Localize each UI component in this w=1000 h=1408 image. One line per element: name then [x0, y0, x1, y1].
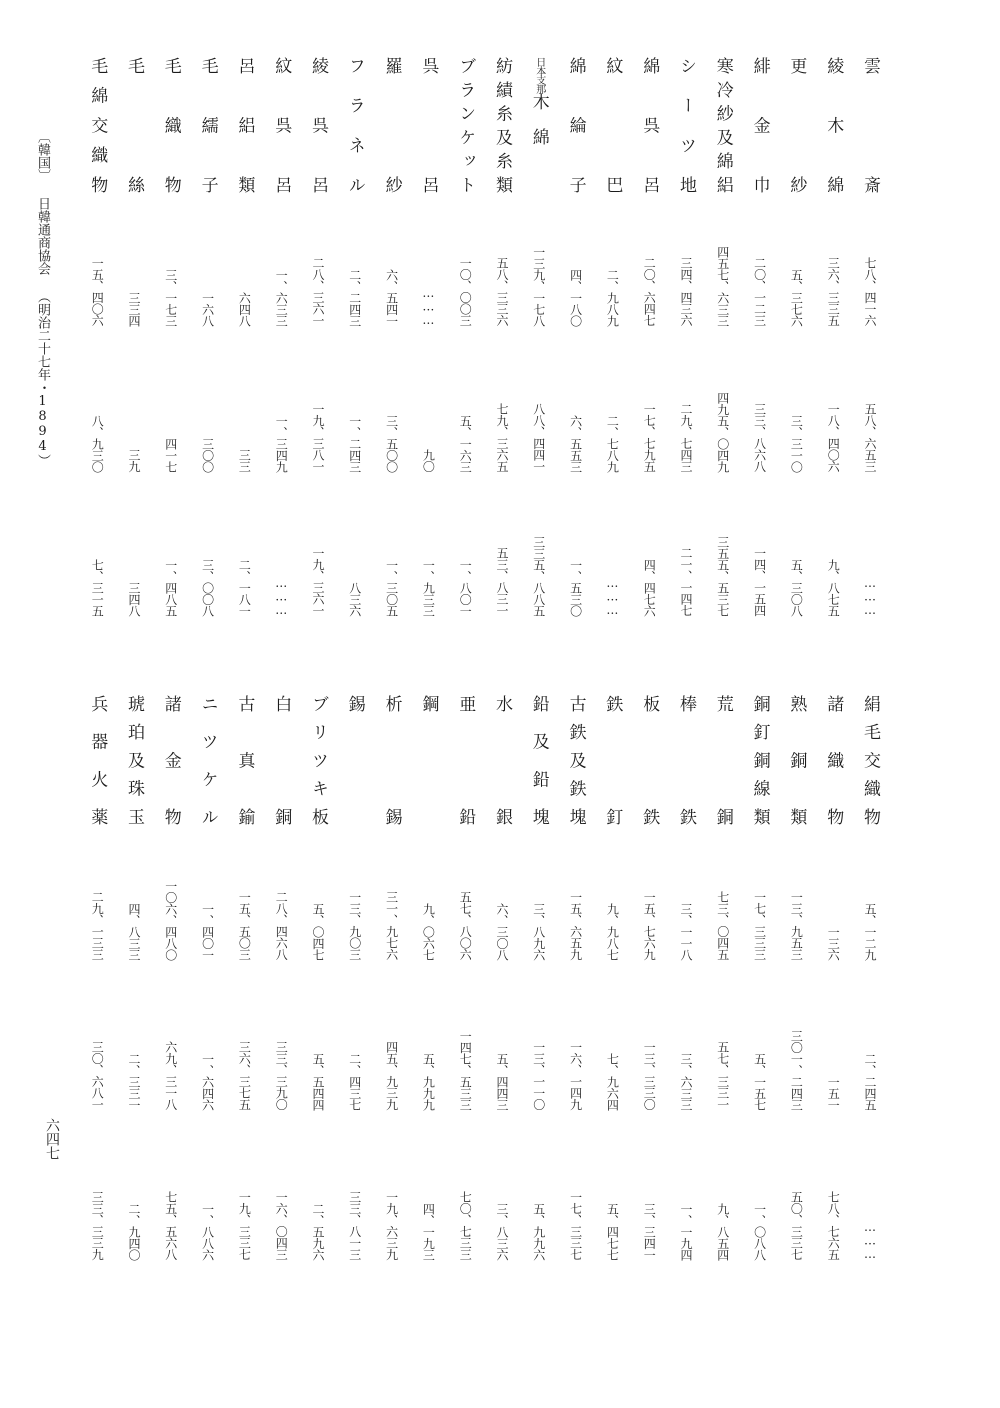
value-cell-2: 三九 [127, 449, 141, 472]
value-cell-2: 五、一六三 [458, 414, 473, 472]
value-cell-1: 一〇六、四八〇 [163, 879, 178, 960]
value-cell-1: 七三、〇四五 [715, 891, 730, 960]
item-name: 更紗 [786, 57, 807, 193]
value-cell-2: 二、二四五 [863, 1052, 877, 1110]
value-cell-1: 二〇、一二三 [752, 257, 767, 326]
item-name: 紋巴 [602, 57, 623, 193]
value-cell-1: 三三四 [127, 291, 141, 326]
value-cell-2: 八、九三〇 [90, 414, 105, 472]
value-cell-2: 七九、三六五 [495, 403, 509, 472]
value-cell-2: 一五一 [826, 1075, 841, 1110]
item-name: 熟銅類 [786, 695, 807, 825]
value-cell-2: 五、一五七 [752, 1052, 767, 1110]
value-cell-1: 三、一一八 [679, 902, 693, 960]
value-cell-1: 三六、三三五 [826, 257, 841, 326]
value-cell-2: 三、五〇〇 [384, 414, 399, 472]
value-cell-1: 一、六三三 [274, 268, 289, 326]
value-cell-1: 二、二四三 [347, 268, 362, 326]
value-cell-2: 三三、三九〇 [274, 1041, 289, 1110]
item-name: 古鉄及鉄塊 [565, 695, 586, 825]
value-cell-3: 一、〇八八 [752, 1202, 767, 1260]
item-name: ブランケット [455, 57, 476, 193]
value-cell-1: 一五、六五九 [568, 891, 583, 960]
page-number: 六四七 [44, 1118, 60, 1160]
value-cell-1: 五七、八〇六 [458, 891, 473, 960]
value-cell-2: 六、五五三 [568, 414, 583, 472]
value-cell-3: 一、五三〇 [568, 558, 583, 616]
value-cell-1: 三四、四三六 [679, 257, 693, 326]
item-name: フラネル [344, 57, 365, 193]
value-cell-2: 一、三四九 [274, 414, 289, 472]
item-name: 析錫 [381, 695, 402, 825]
value-cell-2: 三、三一〇 [789, 414, 804, 472]
item-name: 毛絲 [124, 57, 144, 193]
value-cell-1: 四五七、六三三 [715, 245, 730, 326]
value-cell-1: 三、一七三 [163, 268, 178, 326]
value-cell-1: 四、八三三 [127, 902, 141, 960]
value-cell-1: 一〇、〇〇三 [458, 257, 473, 326]
value-cell-2: 三〇、六八一 [90, 1041, 105, 1110]
item-name: ニツケル [197, 695, 218, 825]
item-name: 諸金物 [160, 695, 181, 825]
value-cell-1: 三一、九七六 [384, 891, 399, 960]
item-name: 紡績糸及糸類 [492, 57, 512, 193]
value-cell-2: 四五、九三九 [384, 1041, 399, 1110]
item-name: 琥珀及珠玉 [124, 695, 144, 825]
value-cell-2: 一八、四〇六 [826, 403, 841, 472]
item-name: 綿綸子 [565, 57, 586, 193]
value-cell-3: 一四、一五四 [752, 547, 767, 616]
value-cell-2: 一六、一四九 [568, 1041, 583, 1110]
value-cell-1: 二〇、六四七 [642, 257, 657, 326]
value-cell-3: 五三、八三一 [495, 547, 509, 616]
item-name: 諸織物 [823, 695, 844, 825]
item-name: 棒鉄 [676, 695, 696, 825]
item-name: 荒銅 [712, 695, 733, 825]
value-cell-3: 九、八五四 [715, 1202, 730, 1260]
value-cell-1: 一、四〇一 [200, 902, 215, 960]
value-cell-2: 三六、三七五 [237, 1041, 252, 1110]
value-cell-1: 九、九八七 [605, 902, 620, 960]
item-name: 水銀 [492, 695, 512, 825]
value-cell-3: 二、一八一 [237, 558, 252, 616]
value-cell-1: 一三九、一七八 [531, 245, 546, 326]
value-cell-2: 二、四三七 [347, 1052, 362, 1110]
value-cell-2: 三〇〇 [200, 437, 215, 472]
value-cell-1: ……… [421, 285, 436, 326]
item-name: 綾呉呂 [308, 57, 328, 193]
item-name: シーツ地 [676, 57, 696, 193]
value-cell-2: 二九、七四三 [679, 403, 693, 472]
value-cell-3: 一、一九四 [679, 1202, 693, 1260]
value-cell-1: 二、九八九 [605, 268, 620, 326]
value-cell-2: 四九五、〇四九 [715, 391, 730, 472]
value-cell-1: 五八、三三六 [495, 257, 509, 326]
item-name: 綾木綿 [823, 57, 844, 193]
value-cell-3: 五〇、三三七 [789, 1191, 804, 1260]
value-cell-3: 七八、七六五 [826, 1191, 841, 1260]
value-cell-3: 八三六 [347, 581, 362, 616]
value-cell-2: 三三 [237, 449, 252, 472]
value-cell-2: 一九、三八一 [311, 403, 325, 472]
value-cell-2: 一三、三三〇 [642, 1041, 657, 1110]
value-cell-1: 一三、九五三 [789, 891, 804, 960]
value-cell-3: 三四八 [127, 581, 141, 616]
value-cell-2: 五、四四三 [495, 1052, 509, 1110]
value-cell-2: 五七、三三一 [715, 1041, 730, 1110]
value-cell-2: 一四七、五三三 [458, 1029, 473, 1110]
value-cell-1: 一三六 [826, 925, 841, 960]
value-cell-3: 二、九四〇 [127, 1202, 141, 1260]
value-cell-2: 一七、七九五 [642, 403, 657, 472]
value-cell-3: ……… [863, 575, 877, 616]
item-name: 亜鉛 [455, 695, 476, 825]
value-cell-3: 五、四七七 [605, 1202, 620, 1260]
value-cell-1: 六、五四一 [384, 268, 399, 326]
value-cell-1: 六四八 [237, 291, 252, 326]
value-cell-3: 三、八三六 [495, 1202, 509, 1260]
value-cell-1: 一五、五〇三 [237, 891, 252, 960]
value-cell-2: 五八、六五三 [863, 403, 877, 472]
value-cell-1: 二八、四六八 [274, 891, 289, 960]
value-cell-2: 六九、三一八 [163, 1041, 178, 1110]
value-cell-3: 三、〇〇八 [200, 558, 215, 616]
value-cell-3: 七、三一五 [90, 558, 105, 616]
value-cell-1: 五、三七六 [789, 268, 804, 326]
value-cell-2: 三、六三三 [679, 1052, 693, 1110]
value-cell-3: ……… [863, 1219, 877, 1260]
value-cell-2: 五、九九九 [421, 1052, 436, 1110]
value-cell-2: 二、七八九 [605, 414, 620, 472]
value-cell-1: 一五、七六九 [642, 891, 657, 960]
item-name: 板鉄 [639, 695, 660, 825]
value-cell-1: 五、〇四七 [311, 902, 325, 960]
value-cell-3: 一、三〇五 [384, 558, 399, 616]
value-cell-3: 一、九三三 [421, 558, 436, 616]
value-cell-3: 三三、八一三 [347, 1191, 362, 1260]
value-cell-1: 九、〇六七 [421, 902, 436, 960]
item-name: 銅釘銅線類 [749, 695, 770, 825]
value-cell-2: 三〇一、二四三 [789, 1029, 804, 1110]
value-cell-3: 五、九九六 [531, 1202, 546, 1260]
value-cell-1: 五、一二九 [863, 902, 877, 960]
value-cell-3: 四、四七六 [642, 558, 657, 616]
item-name: 毛綿交織物 [87, 57, 108, 193]
value-cell-2: 九〇 [421, 449, 436, 472]
value-cell-3: 三、三四一 [642, 1202, 657, 1260]
item-name: 錫 [344, 695, 365, 712]
value-cell-3: 一、四八五 [163, 558, 178, 616]
running-header: 〔韓国〕 日韓通商協会 （明治二十七年・1894） [35, 130, 50, 467]
value-cell-3: 一六、〇四三 [274, 1191, 289, 1260]
value-cell-1: 二八、三六一 [311, 257, 325, 326]
value-cell-2: 八八、四四一 [531, 403, 546, 472]
value-cell-2: 四一七 [163, 437, 178, 472]
item-name: 鉛及鉛塊 [528, 695, 549, 825]
item-name: 綿呉呂 [639, 57, 660, 193]
value-cell-3: 一、八八六 [200, 1202, 215, 1260]
value-cell-1: 六、三〇八 [495, 902, 509, 960]
value-cell-3: 五、三〇八 [789, 558, 804, 616]
value-cell-2: 二、三三一 [127, 1052, 141, 1110]
item-name: 呂絽類 [234, 57, 255, 193]
item-name: 雲斎 [860, 57, 880, 193]
item-name [525, 57, 553, 193]
item-name: 鋼 [418, 695, 439, 712]
value-cell-3: 七〇、七三三 [458, 1191, 473, 1260]
value-cell-3: 七五、五六八 [163, 1191, 178, 1260]
value-cell-1: 四、一八〇 [568, 268, 583, 326]
value-cell-3: 四、一九三 [421, 1202, 436, 1260]
value-cell-1: 一三、九〇三 [347, 891, 362, 960]
value-cell-2: 七、九六四 [605, 1052, 620, 1110]
value-cell-3: 一九、三三七 [237, 1191, 252, 1260]
item-name: 毛繻子 [197, 57, 218, 193]
value-cell-2: 三三、八六八 [752, 403, 767, 472]
value-cell-1: 一五、四〇六 [90, 257, 105, 326]
value-cell-3: 三三、三三九 [90, 1191, 105, 1260]
value-cell-3: 三三五、八八五 [531, 535, 546, 616]
item-name: 寒冷紗及綿絽 [712, 57, 733, 193]
value-cell-2: 一、六四六 [200, 1052, 215, 1110]
item-name: 古真鍮 [234, 695, 255, 825]
value-cell-3: 二、五九六 [311, 1202, 325, 1260]
value-cell-2: 一、二四三 [347, 414, 362, 472]
value-cell-3: 一九、三六一 [311, 547, 325, 616]
value-cell-3: ……… [605, 575, 620, 616]
value-cell-3: 一九、六三九 [384, 1191, 399, 1260]
value-cell-1: 七八、四一六 [863, 257, 877, 326]
item-name-main: 木綿 [528, 93, 549, 163]
item-name: 絹毛交織物 [860, 695, 880, 825]
item-name: 兵器火薬 [87, 695, 108, 825]
value-cell-3: ……… [274, 575, 289, 616]
value-cell-1: 一七、三三三 [752, 891, 767, 960]
value-cell-3: 一七、三三七 [568, 1191, 583, 1260]
value-cell-1: 二九、一三三 [90, 891, 105, 960]
item-name: 白銅 [271, 695, 292, 825]
item-name: 呉呂 [418, 57, 439, 193]
item-name: 鉄釘 [602, 695, 623, 825]
value-cell-1: 三、八九六 [531, 902, 546, 960]
value-cell-3: 一、八〇一 [458, 558, 473, 616]
item-name-prefix: 日本支那 [533, 57, 545, 93]
value-cell-3: 九、八七五 [826, 558, 841, 616]
item-name: ブリツキ板 [308, 695, 328, 825]
value-cell-2: 一三、一一〇 [531, 1041, 546, 1110]
item-name: 緋金巾 [749, 57, 770, 193]
item-name: 毛織物 [160, 57, 181, 193]
value-cell-2: 五、五四四 [311, 1052, 325, 1110]
item-name: 紋呉呂 [271, 57, 292, 193]
value-cell-1: 一六八 [200, 291, 215, 326]
value-cell-3: 二一、一四七 [679, 547, 693, 616]
item-name: 羅紗 [381, 57, 402, 193]
value-cell-3: 三五五、五三七 [715, 535, 730, 616]
